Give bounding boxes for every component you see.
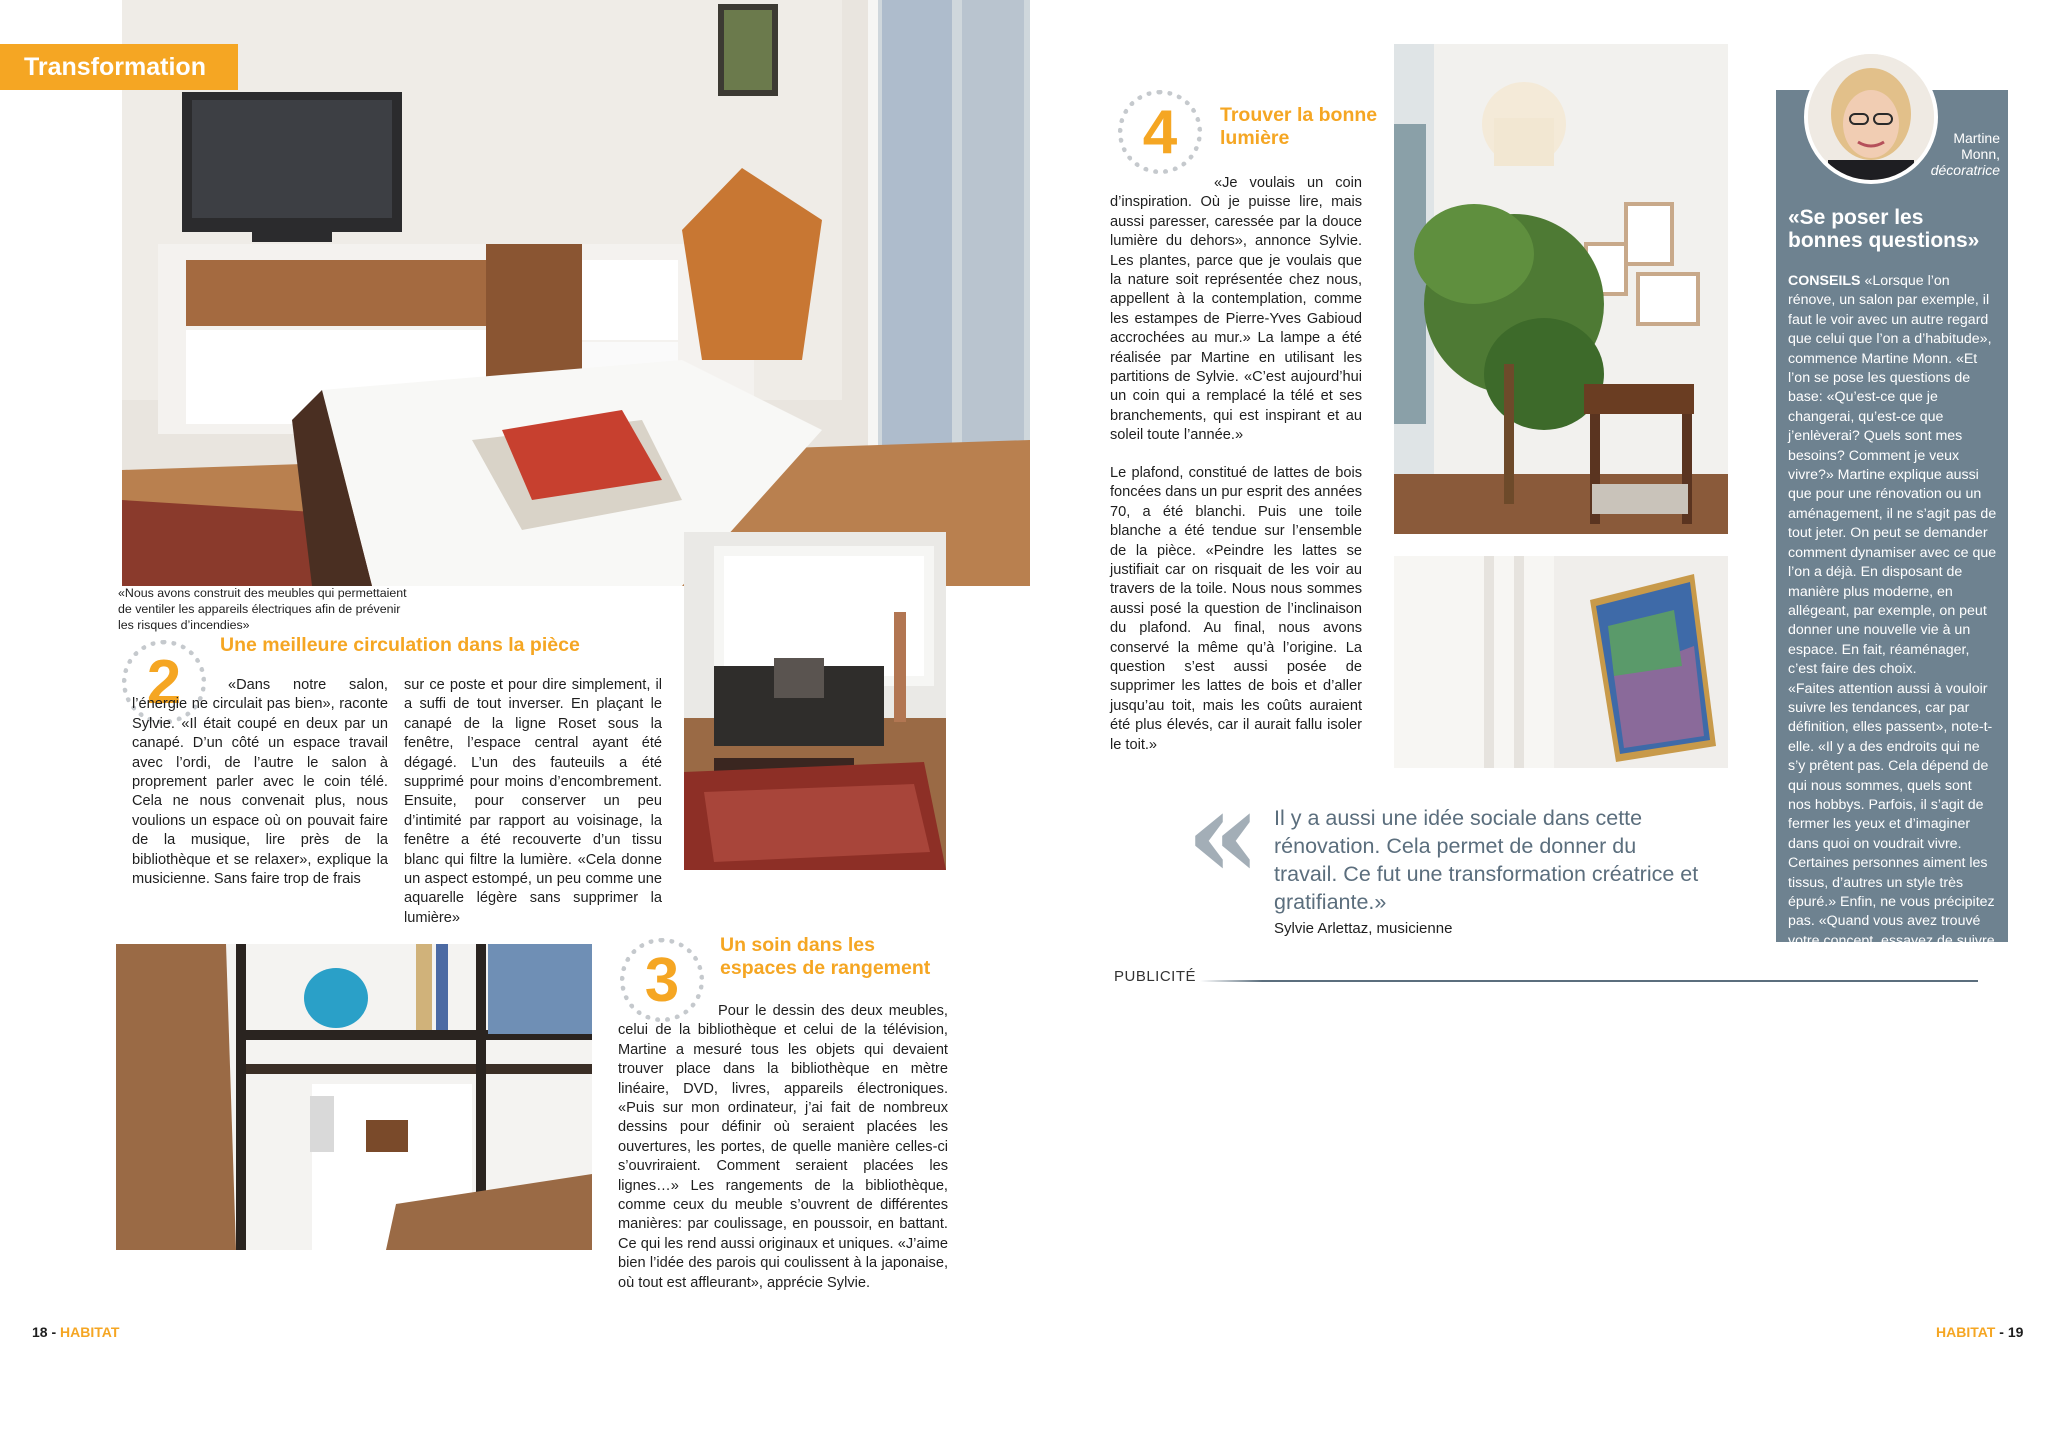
section-4-number: 4 xyxy=(1118,90,1202,174)
section-tag: Transformation xyxy=(0,44,238,90)
sidebar-body: CONSEILS «Lorsque l’on rénove, un salon par exemple, il faut le voir avec un autre regard que celui que l’on a d’habitude», commence Martine Monn. «Et l’on se pose les questions de base: «Qu’est-ce que je changerai, qu’est-ce que j’enlèverai? Quels sont mes besoins? Comment je veux vivre?» Martine explique aussi que pour une rénovation ou un aménagement, il ne s’agit pas de tout jeter. On peut se demander comment dynamiser avec ce que l’on a déjà. En disposant de manière plus moderne, en allégeant, par exemple, on peut donner une nouvelle vie à un espace. En fait, réaménager, c’est faire des choix. «Faites attention aussi à vouloir suivre les tendances, car par définition, elles passent», note-t-elle. «Il y a des endroits qui ne s’y prêtent pas. Cela dépend de qui nous sommes, quels sont nos hobbys. Parfois, il s’agit de fermer les yeux et d’imaginer dans quoi on voudrait vivre. Certaines personnes aiment les tissus, d’autres un style très épuré.» Enfin, ne vous précipitez pas. «Quand vous avez trouvé votre concept, essayez de suivre votre fil rouge.» xyxy=(1788,272,1998,971)
sidebar-body2: «Faites attention aussi à vouloir suivre les tendances, car par définition, elles passent», note-t-elle. «Il y a des endroits qui ne s’y prêtent pas. Cela dépend de qui nous sommes, quels sont nos hobbys. Parfois, il s’agit de fermer les yeux et d’imaginer dans quoi on voudrait vivre. Certaines personnes aiment les tissus, d’autres un style très épuré.» Enfin, ne vous précipitez pas. «Quand vous avez trouvé votre concept, essayez de suivre votre fil rouge.» xyxy=(1788,680,1995,969)
section-4-title: Trouver la bonne lumière xyxy=(1220,104,1378,149)
section-4-body2: Le plafond, constitué de lattes de bois foncées dans un pur esprit des années 70, a été blanchi. Puis une toile blanche a été tendue sur l’ensemble de la pièce. «Peindre les lattes se justifiait car on risquait de les voir au travers de la toile. Nous nous sommes aussi posé la question de l’inclinaison du plafond. Au final, nous avons conservé la même qu’à l’origine. La question s’est aussi posée de supprimer les lattes de bois et d’aller jusqu’au toit, mais les coûts auraient été plus élevés, car il aurait fallu isoler le toit.» xyxy=(1110,465,1362,753)
section-3-title: Un soin dans les espaces de rangement xyxy=(720,934,931,979)
living-room-photo xyxy=(122,0,1030,586)
section-2-col2: sur ce poste et pour dire simplement, il a suffi de tout inverser. En plaçant le canapé de la ligne Roset sous la fenêtre, l’espace central ayant été dégagé. L’un des fauteuils a été supprimé pour moins d’encombrement. Ensuite, pour conserver un peu d’intimité par rapport au voisinage, la fenêtre a été recouverte d’un tissu blanc qui filtre la lumière. «Cela donne un aspect estompé, un peu comme une aquarelle légère sans supprimer la lumière» xyxy=(404,677,662,926)
painting-photo xyxy=(1394,556,1728,768)
pull-quote: Il y a aussi une idée sociale dans cette rénovation. Cela permet de donner du travail. Ce fut une transformation créatrice et gratifiante.» xyxy=(1274,806,1699,914)
section-3-body: Pour le dessin des deux meubles, celui de la bibliothèque et celui de la télévision, Martine a mesuré tous les objets qui devaient trouver place dans la bibliothèque en mètre linéaire, DVD, livres, appareils électroniques. «Puis sur mon ordinateur, j’ai fait de nombreux dessins pour définir où seraient placées les ouvertures, les portes, de quelle manière celles-ci s’ouvriraient. Comment seraient placées les lignes…» Les rangements de la bibliothèque, comme ceux du meuble s’ouvrent de différentes manières: par coulissage, en poussoir, en battant. Ce qui les rend aussi originaux et uniques. «J’aime bien l’idée des parois qui coulissent à la japonaise, où tout est affleurant», apprécie Sylvie. xyxy=(618,1003,948,1291)
folio-right: HABITAT - 19 xyxy=(1936,1324,2024,1340)
section-2-number: 2 xyxy=(122,640,206,724)
quote-mark: « xyxy=(1186,764,1249,905)
ad-divider xyxy=(1200,980,1978,982)
sidebar-title: «Se poser les bonnes questions» xyxy=(1788,206,1980,252)
sofa-photo xyxy=(684,532,946,870)
photo-caption: «Nous avons construit des meubles qui permettaient de ventiler les appareils électriques afin de prévenir les risques d’incendies» xyxy=(118,586,407,632)
quote-author: Sylvie Arlettaz, musicienne xyxy=(1274,920,1453,937)
reading-corner-photo xyxy=(1394,44,1728,534)
decorator-name: Martine Monn, décoratrice xyxy=(1930,130,2000,178)
ad-label: PUBLICITÉ xyxy=(1114,968,1197,985)
bookcase-photo xyxy=(116,944,592,1250)
section-4-body: «Je voulais un coin d’inspiration. Où je puisse lire, mais aussi paresser, caressée par la douce lumière du dehors», annonce Sylvie. Les plantes, parce que je voulais que la nature soit représentée chez nous, appellent à la contemplation, comme les estampes de Pierre-Yves Gabioud accrochées au mur.» La lampe a été réalisée par Martine en utilisant les partitions de Sylvie. «C’est aujourd’hui un coin qui a remplacé la télé et ses branchements, qui est inspirant et au soleil toute l’année.» xyxy=(1110,175,1362,444)
section-3-number: 3 xyxy=(620,938,704,1022)
section-2-col1: «Dans notre salon, l’énergie ne circulait pas bien», raconte Sylvie. «Il était coupé en deux par un canapé. D’un côté un espace travail avec l’ordi, de l’autre le salon à proprement parler avec le coin télé. Cela ne nous convenait plus, nous voulions un espace où on pouvait faire de la musique, lire près de la bibliothèque et se relaxer», explique la musicienne. Sans faire trop de frais xyxy=(132,677,388,888)
folio-left: 18 - HABITAT xyxy=(32,1324,120,1340)
section-2-title: Une meilleure circulation dans la pièce xyxy=(220,634,580,656)
